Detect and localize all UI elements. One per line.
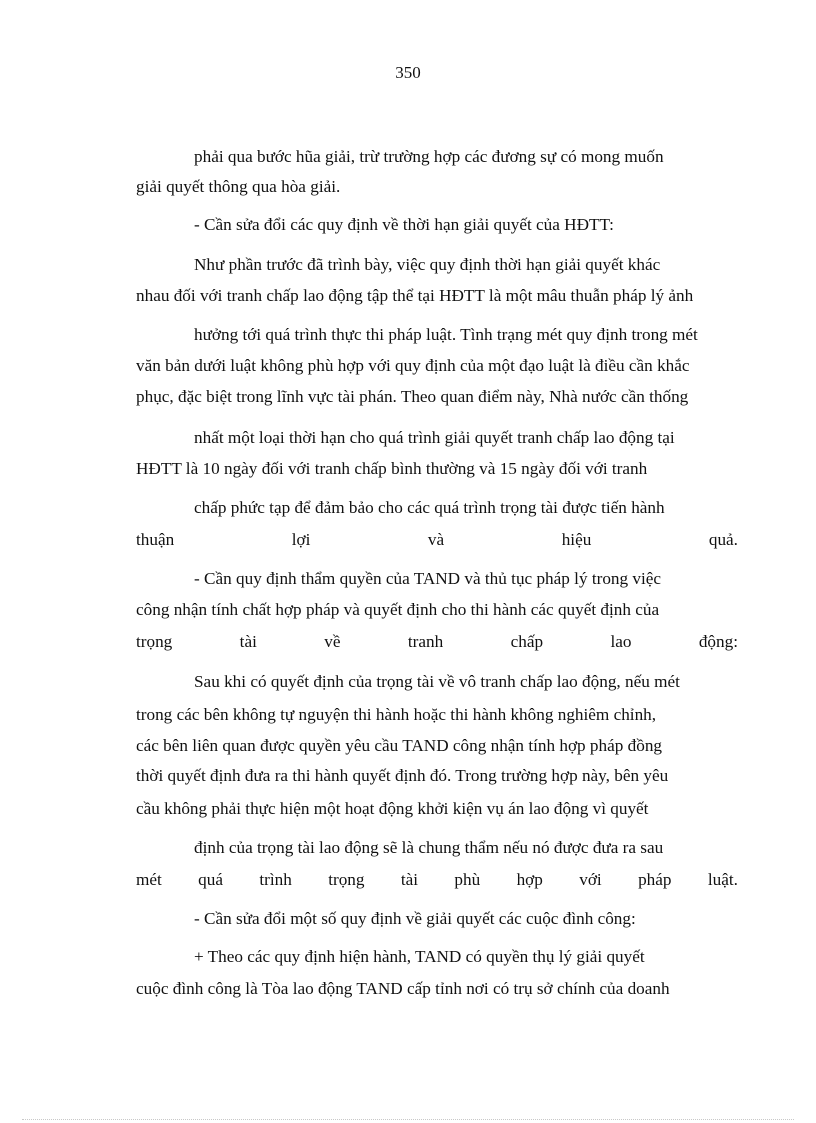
word: mét — [136, 870, 162, 889]
text-line: Sau khi có quyết định của trọng tài về vô tranh chấp lao động, nếu mét — [194, 672, 680, 691]
text-line: chấp phức tạp để đảm bảo cho các quá trình trọng tài được tiến hành — [194, 498, 665, 517]
text-line: phục, đặc biệt trong lĩnh vực tài phán. Theo quan điểm này, Nhà nước cần thống — [136, 387, 689, 406]
text-line: phải qua bước hũa giải, trừ trường hợp các đương sự có mong muốn — [194, 147, 664, 166]
word: trọng — [328, 870, 365, 889]
word: động: — [698, 632, 738, 651]
word: quá — [198, 870, 223, 889]
word: chấp — [510, 632, 544, 651]
word: pháp — [638, 870, 672, 889]
justified-line — [136, 529, 738, 551]
text-line: hưởng tới quá trình thực thi pháp luật. Tình trạng mét quy định trong mét — [194, 325, 698, 344]
text-line: - Cần sửa đổi một số quy định về giải quyết các cuộc đình công: — [194, 909, 636, 928]
text-line: nhau đối với tranh chấp lao động tập thể tại HĐTT là một mâu thuẫn pháp lý ảnh — [136, 286, 694, 305]
word: trọng — [136, 632, 173, 651]
text-line: cuộc đình công là Tòa lao động TAND cấp tỉnh nơi có trụ sở chính của doanh — [136, 979, 670, 998]
page-number: 350 — [395, 63, 421, 82]
word: hợp — [516, 870, 543, 889]
page-bottom-divider — [22, 1119, 794, 1120]
word: hiệu — [561, 530, 592, 549]
text-line: cầu không phải thực hiện một hoạt động khởi kiện vụ án lao động vì quyết — [136, 799, 649, 818]
word: và — [427, 530, 445, 549]
text-line: nhất một loại thời hạn cho quá trình giải quyết tranh chấp lao động tại — [194, 428, 675, 447]
text-line: + Theo các quy định hiện hành, TAND có quyền thụ lý giải quyết — [194, 947, 645, 966]
word: về — [324, 632, 341, 651]
word: phù — [454, 870, 481, 889]
word: tài — [239, 632, 257, 651]
text-line: giải quyết thông qua hòa giải. — [136, 177, 341, 196]
text-line: HĐTT là 10 ngày đối với tranh chấp bình thường và 15 ngày đối với tranh — [136, 459, 648, 478]
justified-line — [136, 631, 738, 653]
text-line: văn bản dưới luật không phù hợp với quy định của một đạo luật là điều cần khắc — [136, 356, 690, 375]
word: trình — [259, 870, 292, 889]
word: với — [579, 870, 602, 889]
justified-line — [136, 869, 738, 891]
text-line: công nhận tính chất hợp pháp và quyết định cho thi hành các quyết định của — [136, 600, 660, 619]
text-line: trong các bên không tự nguyện thi hành hoặc thi hành không nghiêm chỉnh, — [136, 705, 657, 724]
word: lao — [610, 632, 632, 651]
word: quả. — [708, 530, 738, 549]
text-line: thời quyết định đưa ra thi hành quyết định đó. Trong trường hợp này, bên yêu — [136, 766, 669, 785]
text-line: - Cần sửa đổi các quy định về thời hạn giải quyết của HĐTT: — [194, 215, 614, 234]
text-line: định của trọng tài lao động sẽ là chung thẩm nếu nó được đưa ra sau — [194, 838, 664, 857]
word: thuận — [136, 530, 175, 549]
word: tranh — [407, 632, 444, 651]
word: luật. — [707, 870, 738, 889]
text-line: các bên liên quan được quyền yêu cầu TAND công nhận tính hợp pháp đồng — [136, 736, 663, 755]
text-line: - Cần quy định thẩm quyền của TAND và thủ tục pháp lý trong việc — [194, 569, 662, 588]
word: tài — [400, 870, 419, 889]
text-line: Như phần trước đã trình bày, việc quy định thời hạn giải quyết khác — [194, 255, 661, 274]
word: lợi — [291, 530, 311, 549]
